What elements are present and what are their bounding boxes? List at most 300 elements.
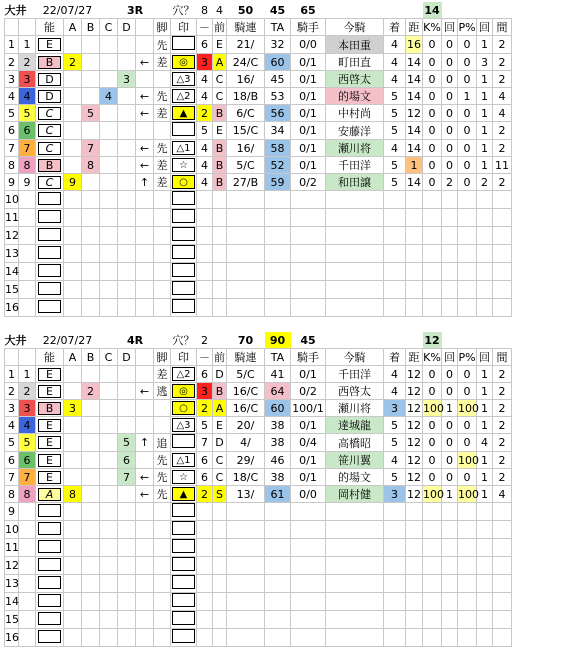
cell-nou[interactable]: [36, 417, 64, 434]
cell-dash[interactable]: 4: [197, 157, 213, 174]
cell-chaku[interactable]: [384, 191, 406, 209]
cell-waku[interactable]: 9: [19, 174, 36, 191]
col-header-konki[interactable]: 今騎: [326, 19, 384, 36]
cell-chaku[interactable]: 4: [384, 140, 406, 157]
col-header-ta[interactable]: TA: [265, 349, 291, 366]
cell-kan[interactable]: 2: [493, 122, 512, 140]
cell-waku[interactable]: 4: [19, 417, 36, 434]
col-header-c[interactable]: C: [100, 19, 118, 36]
cell-pp[interactable]: 0: [458, 140, 477, 157]
cell-kiren[interactable]: 5/C: [227, 157, 265, 174]
cell-shirushi[interactable]: [171, 140, 197, 157]
cell-arrow[interactable]: [136, 503, 154, 521]
cell-dash[interactable]: 3: [197, 383, 213, 400]
cell-kai2[interactable]: 1: [477, 71, 493, 88]
cell-no[interactable]: 9: [5, 174, 19, 191]
cell-kyori[interactable]: 14: [407, 89, 421, 103]
cell-konki[interactable]: [326, 503, 384, 521]
cell-nou[interactable]: [36, 629, 64, 647]
cell-b[interactable]: [82, 539, 100, 557]
cell-pp[interactable]: [458, 299, 477, 317]
cell-kp[interactable]: [423, 629, 442, 647]
cell-no[interactable]: 8: [5, 486, 19, 503]
cell-dash[interactable]: [197, 611, 213, 629]
cell-konki[interactable]: [326, 227, 384, 245]
cell-dash[interactable]: 3: [197, 54, 213, 71]
cell-d[interactable]: [118, 503, 136, 521]
cell-pp[interactable]: [458, 593, 477, 611]
cell-d[interactable]: [118, 299, 136, 317]
cell-kyaku[interactable]: [154, 209, 171, 227]
cell-kai[interactable]: 0: [442, 88, 458, 105]
cell-kp[interactable]: 0: [423, 88, 442, 105]
col-header-a[interactable]: A: [64, 19, 82, 36]
cell-c[interactable]: [100, 366, 118, 383]
cell-dash[interactable]: 7: [197, 434, 213, 452]
cell-mae[interactable]: [213, 263, 227, 281]
cell-nou[interactable]: [36, 227, 64, 245]
cell-kp[interactable]: [423, 593, 442, 611]
cell-kai[interactable]: 0: [442, 140, 458, 157]
empty-row[interactable]: [5, 227, 571, 245]
empty-row[interactable]: [5, 299, 571, 317]
cell-arrow[interactable]: ←: [136, 140, 154, 157]
col-header-no[interactable]: [5, 19, 19, 36]
cell-d[interactable]: [118, 88, 136, 105]
col-header-c[interactable]: C: [100, 349, 118, 366]
cell-pp[interactable]: 0: [458, 157, 477, 174]
cell-ta[interactable]: 60: [265, 400, 291, 417]
cell-kan[interactable]: [493, 245, 512, 263]
cell-kan[interactable]: [493, 593, 512, 611]
cell-mae[interactable]: B: [213, 383, 227, 400]
cell-kyaku[interactable]: [154, 503, 171, 521]
cell-kp[interactable]: 0: [423, 452, 442, 469]
cell-kishu[interactable]: 0/1: [291, 469, 326, 486]
cell-kan[interactable]: [493, 557, 512, 575]
cell-shirushi[interactable]: [171, 54, 197, 71]
cell-shirushi[interactable]: [171, 593, 197, 611]
cell-ta[interactable]: 34: [265, 122, 291, 140]
cell-konki[interactable]: [326, 191, 384, 209]
cell-no[interactable]: 5: [5, 434, 19, 452]
cell-dash[interactable]: [197, 263, 213, 281]
cell-shirushi[interactable]: [171, 157, 197, 174]
cell-b[interactable]: [82, 452, 100, 469]
cell-shirushi[interactable]: [171, 209, 197, 227]
cell-kiren[interactable]: 13/: [227, 486, 265, 503]
cell-d[interactable]: 6: [118, 452, 136, 469]
cell-chaku[interactable]: 4: [384, 383, 406, 400]
cell-c[interactable]: [100, 593, 118, 611]
cell-waku[interactable]: 1: [19, 36, 36, 54]
cell-kyaku[interactable]: [154, 593, 171, 611]
cell-dash[interactable]: [197, 209, 213, 227]
cell-nou[interactable]: [36, 174, 64, 191]
cell-kishu[interactable]: 0/1: [291, 366, 326, 383]
cell-kyori[interactable]: 1: [406, 157, 423, 174]
cell-pp[interactable]: [458, 611, 477, 629]
cell-kishu[interactable]: 0/0: [291, 36, 326, 54]
cell-nou[interactable]: [36, 469, 64, 486]
cell-kyaku[interactable]: [154, 281, 171, 299]
cell-kyaku[interactable]: 先: [154, 36, 171, 54]
cell-b[interactable]: [82, 71, 100, 88]
cell-kyori[interactable]: [406, 611, 423, 629]
cell-kyaku[interactable]: 差: [154, 54, 171, 71]
cell-dash[interactable]: 4: [197, 71, 213, 88]
cell-shirushi[interactable]: [171, 400, 197, 417]
cell-konki[interactable]: [326, 593, 384, 611]
cell-arrow[interactable]: ↑: [136, 434, 154, 452]
cell-b[interactable]: [82, 281, 100, 299]
cell-konki[interactable]: 的場文: [326, 469, 384, 486]
cell-kp[interactable]: [423, 557, 442, 575]
cell-kiren[interactable]: [227, 575, 265, 593]
cell-a[interactable]: [64, 105, 82, 122]
cell-mae[interactable]: E: [213, 122, 227, 140]
cell-no[interactable]: 16: [5, 299, 19, 317]
cell-kai2[interactable]: 1: [477, 105, 493, 122]
cell-kan[interactable]: 2: [493, 174, 512, 191]
cell-nou[interactable]: [36, 383, 64, 400]
cell-c[interactable]: [100, 281, 118, 299]
cell-b[interactable]: [82, 400, 100, 417]
cell-kyori[interactable]: [406, 245, 423, 263]
cell-kai2[interactable]: [477, 281, 493, 299]
cell-kai2[interactable]: [477, 575, 493, 593]
cell-c[interactable]: [100, 521, 118, 539]
cell-kishu[interactable]: [291, 209, 326, 227]
col-header-kishu[interactable]: 騎手: [291, 349, 326, 366]
cell-konki[interactable]: 安藤洋: [326, 122, 384, 140]
cell-kai2[interactable]: [477, 191, 493, 209]
cell-kishu[interactable]: 0/1: [291, 417, 326, 434]
cell-kyori[interactable]: 12: [407, 470, 421, 484]
cell-pp[interactable]: [458, 245, 477, 263]
cell-pp[interactable]: [458, 281, 477, 299]
cell-nou[interactable]: [36, 209, 64, 227]
col-header-kan[interactable]: 間: [493, 19, 512, 36]
cell-konki[interactable]: [326, 263, 384, 281]
cell-kyaku[interactable]: 先: [154, 140, 171, 157]
col-header-d[interactable]: D: [118, 349, 136, 366]
cell-kyaku[interactable]: 先: [154, 452, 171, 469]
cell-arrow[interactable]: [136, 36, 154, 54]
cell-dash[interactable]: 4: [197, 174, 213, 191]
cell-b[interactable]: [82, 88, 100, 105]
cell-c[interactable]: [100, 503, 118, 521]
cell-no[interactable]: 4: [5, 88, 19, 105]
cell-d[interactable]: [118, 122, 136, 140]
cell-kan[interactable]: [493, 629, 512, 647]
cell-mae[interactable]: [213, 611, 227, 629]
cell-d[interactable]: 7: [118, 469, 136, 486]
cell-waku[interactable]: [19, 593, 36, 611]
cell-kai2[interactable]: 1: [477, 400, 493, 417]
cell-mae[interactable]: [213, 299, 227, 317]
cell-kai[interactable]: [442, 611, 458, 629]
cell-ta[interactable]: 38: [265, 469, 291, 486]
cell-arrow[interactable]: [136, 263, 154, 281]
cell-mae[interactable]: S: [213, 486, 227, 503]
cell-kishu[interactable]: 0/4: [291, 434, 326, 452]
cell-mae[interactable]: B: [213, 174, 227, 191]
cell-kyori[interactable]: [406, 521, 423, 539]
cell-kyaku[interactable]: [154, 400, 171, 417]
cell-konki[interactable]: 高橋昭: [326, 434, 384, 452]
cell-waku[interactable]: 5: [19, 434, 36, 452]
cell-kai2[interactable]: [477, 299, 493, 317]
table-row[interactable]: [5, 469, 571, 486]
cell-a[interactable]: [64, 122, 82, 140]
cell-kiren[interactable]: 21/: [227, 36, 265, 54]
cell-a[interactable]: [64, 227, 82, 245]
cell-chaku[interactable]: 4: [384, 452, 406, 469]
col-header-pp[interactable]: P%: [458, 20, 476, 34]
cell-shirushi[interactable]: [171, 557, 197, 575]
cell-kyaku[interactable]: 追: [154, 434, 171, 452]
cell-chaku[interactable]: [384, 539, 406, 557]
cell-dash[interactable]: 5: [197, 417, 213, 434]
cell-kishu[interactable]: 0/1: [291, 54, 326, 71]
cell-kyori[interactable]: 12: [407, 367, 421, 381]
cell-shirushi[interactable]: [171, 245, 197, 263]
cell-nou[interactable]: [36, 88, 64, 105]
cell-d[interactable]: [118, 140, 136, 157]
cell-ta[interactable]: 52: [265, 157, 291, 174]
cell-mae[interactable]: C: [213, 469, 227, 486]
cell-mae[interactable]: C: [213, 88, 227, 105]
cell-chaku[interactable]: [384, 575, 406, 593]
cell-pp[interactable]: 0: [458, 434, 477, 452]
cell-arrow[interactable]: ←: [136, 88, 154, 105]
cell-ta[interactable]: [265, 209, 291, 227]
cell-arrow[interactable]: ←: [136, 54, 154, 71]
col-header-kyaku[interactable]: 脚: [154, 349, 171, 366]
cell-b[interactable]: 7: [82, 140, 100, 157]
cell-arrow[interactable]: [136, 557, 154, 575]
cell-kp[interactable]: [423, 245, 442, 263]
cell-kai[interactable]: 0: [442, 434, 458, 452]
cell-waku[interactable]: [19, 611, 36, 629]
cell-kp[interactable]: 0: [423, 157, 442, 174]
cell-kishu[interactable]: [291, 503, 326, 521]
cell-waku[interactable]: [19, 557, 36, 575]
cell-kai[interactable]: 1: [442, 400, 458, 417]
cell-b[interactable]: [82, 557, 100, 575]
cell-waku[interactable]: 8: [19, 486, 36, 503]
cell-dash[interactable]: [197, 557, 213, 575]
cell-kai[interactable]: [442, 245, 458, 263]
cell-arrow[interactable]: [136, 452, 154, 469]
cell-kyori[interactable]: [406, 503, 423, 521]
col-header-mae[interactable]: 前: [213, 19, 227, 36]
cell-a[interactable]: [64, 281, 82, 299]
cell-kiren[interactable]: [227, 299, 265, 317]
cell-chaku[interactable]: [384, 245, 406, 263]
cell-b[interactable]: 5: [82, 105, 100, 122]
cell-kai[interactable]: [442, 503, 458, 521]
cell-kan[interactable]: [493, 281, 512, 299]
cell-kai[interactable]: [442, 263, 458, 281]
cell-kai2[interactable]: 4: [477, 434, 493, 452]
cell-nou[interactable]: [36, 71, 64, 88]
cell-kp[interactable]: [423, 521, 442, 539]
cell-shirushi[interactable]: [171, 539, 197, 557]
cell-arrow[interactable]: [136, 281, 154, 299]
col-header-kai2[interactable]: 回: [477, 349, 493, 366]
cell-kishu[interactable]: [291, 557, 326, 575]
cell-shirushi[interactable]: [171, 88, 197, 105]
cell-a[interactable]: [64, 157, 82, 174]
cell-konki[interactable]: 中村尚: [326, 105, 384, 122]
cell-ta[interactable]: [265, 191, 291, 209]
cell-dash[interactable]: 6: [197, 469, 213, 486]
cell-kai2[interactable]: 1: [477, 469, 493, 486]
col-header-arrow[interactable]: [136, 349, 154, 366]
cell-chaku[interactable]: 5: [384, 157, 406, 174]
cell-ta[interactable]: [265, 593, 291, 611]
cell-kyori[interactable]: [406, 281, 423, 299]
cell-no[interactable]: 10: [5, 191, 19, 209]
cell-kai[interactable]: 0: [442, 71, 458, 88]
cell-a[interactable]: [64, 469, 82, 486]
cell-arrow[interactable]: [136, 521, 154, 539]
cell-kyori[interactable]: 14: [407, 55, 421, 69]
cell-kyori[interactable]: 14: [407, 175, 421, 189]
cell-ta[interactable]: 59: [265, 174, 291, 191]
empty-row[interactable]: [5, 209, 571, 227]
cell-nou[interactable]: [36, 486, 64, 503]
cell-kai2[interactable]: 3: [477, 54, 493, 71]
cell-kan[interactable]: [493, 521, 512, 539]
cell-pp[interactable]: 0: [458, 174, 477, 191]
cell-kishu[interactable]: [291, 227, 326, 245]
cell-no[interactable]: 3: [5, 400, 19, 417]
cell-konki[interactable]: 西啓太: [326, 383, 384, 400]
cell-kp[interactable]: 0: [423, 434, 442, 452]
cell-c[interactable]: [100, 299, 118, 317]
empty-row[interactable]: [5, 521, 571, 539]
col-header-pp[interactable]: P%: [458, 350, 476, 364]
cell-konki[interactable]: [326, 629, 384, 647]
cell-chaku[interactable]: [384, 557, 406, 575]
cell-ta[interactable]: 46: [265, 452, 291, 469]
cell-kan[interactable]: 2: [493, 452, 512, 469]
cell-kai2[interactable]: 1: [477, 122, 493, 140]
cell-kan[interactable]: 2: [493, 434, 512, 452]
cell-kan[interactable]: 2: [493, 417, 512, 434]
cell-no[interactable]: 11: [5, 209, 19, 227]
cell-b[interactable]: [82, 191, 100, 209]
cell-kiren[interactable]: 20/: [227, 417, 265, 434]
cell-waku[interactable]: [19, 503, 36, 521]
table-row[interactable]: [5, 36, 571, 54]
cell-d[interactable]: [118, 54, 136, 71]
cell-ta[interactable]: 38: [265, 417, 291, 434]
cell-kiren[interactable]: [227, 557, 265, 575]
cell-kishu[interactable]: [291, 575, 326, 593]
cell-kiren[interactable]: 29/: [227, 452, 265, 469]
cell-waku[interactable]: [19, 539, 36, 557]
col-header-ta[interactable]: TA: [265, 19, 291, 36]
cell-kan[interactable]: [493, 539, 512, 557]
cell-kan[interactable]: 2: [493, 36, 512, 54]
cell-kishu[interactable]: [291, 191, 326, 209]
cell-c[interactable]: [100, 140, 118, 157]
cell-kyaku[interactable]: [154, 299, 171, 317]
cell-kan[interactable]: 11: [493, 157, 512, 174]
cell-c[interactable]: [100, 486, 118, 503]
col-header-kai[interactable]: 回: [442, 19, 458, 36]
cell-shirushi[interactable]: [171, 174, 197, 191]
cell-nou[interactable]: [36, 191, 64, 209]
cell-kp[interactable]: [423, 299, 442, 317]
cell-d[interactable]: [118, 105, 136, 122]
cell-nou[interactable]: [36, 245, 64, 263]
cell-kyori[interactable]: 12: [407, 418, 421, 432]
cell-kp[interactable]: 0: [423, 54, 442, 71]
cell-c[interactable]: [100, 36, 118, 54]
cell-mae[interactable]: E: [213, 417, 227, 434]
cell-kiren[interactable]: [227, 629, 265, 647]
cell-shirushi[interactable]: [171, 383, 197, 400]
cell-kishu[interactable]: 0/1: [291, 122, 326, 140]
cell-chaku[interactable]: [384, 299, 406, 317]
cell-arrow[interactable]: [136, 629, 154, 647]
cell-kan[interactable]: 2: [493, 54, 512, 71]
cell-kai[interactable]: [442, 191, 458, 209]
cell-kyaku[interactable]: 先: [154, 469, 171, 486]
cell-a[interactable]: [64, 434, 82, 452]
cell-kai2[interactable]: 1: [477, 88, 493, 105]
cell-a[interactable]: [64, 299, 82, 317]
col-header-b[interactable]: B: [82, 349, 100, 366]
cell-d[interactable]: [118, 36, 136, 54]
table-row[interactable]: [5, 157, 571, 174]
cell-kyori[interactable]: [406, 557, 423, 575]
cell-d[interactable]: [118, 417, 136, 434]
cell-a[interactable]: 8: [64, 486, 82, 503]
cell-shirushi[interactable]: [171, 122, 197, 140]
cell-kp[interactable]: [423, 209, 442, 227]
cell-mae[interactable]: C: [213, 452, 227, 469]
cell-konki[interactable]: 瀬川将: [326, 400, 384, 417]
cell-chaku[interactable]: 4: [384, 71, 406, 88]
cell-c[interactable]: 4: [100, 88, 118, 105]
cell-c[interactable]: [100, 174, 118, 191]
cell-shirushi[interactable]: [171, 263, 197, 281]
col-header-arrow[interactable]: [136, 19, 154, 36]
cell-ta[interactable]: 60: [265, 54, 291, 71]
col-header-waku[interactable]: [19, 19, 36, 36]
cell-nou[interactable]: [36, 36, 64, 54]
cell-ta[interactable]: [265, 611, 291, 629]
cell-b[interactable]: 2: [82, 383, 100, 400]
cell-b[interactable]: [82, 263, 100, 281]
cell-kiren[interactable]: [227, 209, 265, 227]
cell-ta[interactable]: 58: [265, 140, 291, 157]
cell-kyaku[interactable]: 差: [154, 174, 171, 191]
cell-shirushi[interactable]: [171, 366, 197, 383]
cell-no[interactable]: 11: [5, 539, 19, 557]
cell-konki[interactable]: [326, 557, 384, 575]
cell-ta[interactable]: [265, 575, 291, 593]
cell-b[interactable]: [82, 434, 100, 452]
cell-chaku[interactable]: [384, 227, 406, 245]
cell-kai[interactable]: [442, 281, 458, 299]
